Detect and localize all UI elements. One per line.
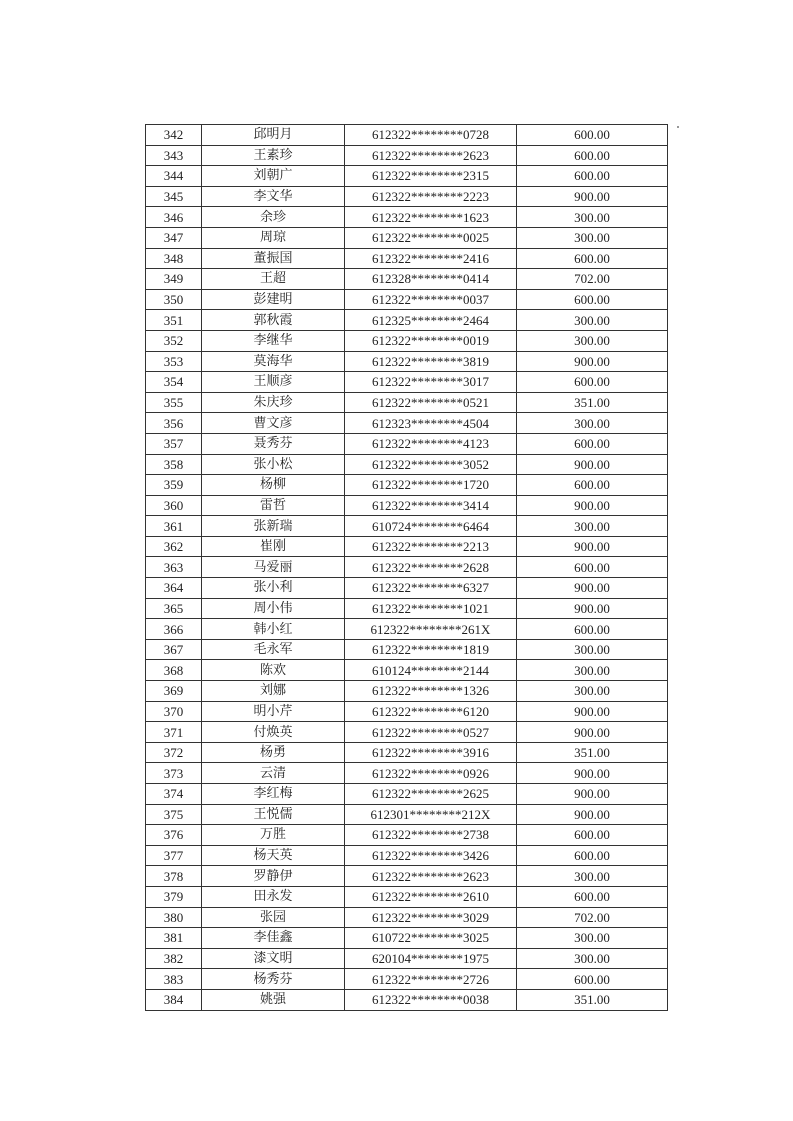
table-row: [146, 536, 668, 557]
name-cell: 曹文彦: [202, 413, 345, 434]
table-row: [146, 681, 668, 702]
id-number-cell: 612322********2623: [345, 866, 517, 887]
id-number-cell: 620104********1975: [345, 948, 517, 969]
id-number-cell: 610124********2144: [345, 660, 517, 681]
amount-cell: 300.00: [517, 866, 668, 887]
amount-cell: 300.00: [517, 681, 668, 702]
id-number-cell: 612322********2628: [345, 557, 517, 578]
amount-cell: 600.00: [517, 619, 668, 640]
row-number-cell: 369: [146, 681, 202, 702]
amount-cell: 600.00: [517, 433, 668, 454]
table-row: [146, 660, 668, 681]
id-number-cell: 612322********4123: [345, 433, 517, 454]
id-number-cell: 610722********3025: [345, 928, 517, 949]
row-number-cell: 345: [146, 186, 202, 207]
table-row: [146, 248, 668, 269]
id-number-cell: 612322********3414: [345, 495, 517, 516]
name-cell: 王素珍: [202, 145, 345, 166]
table-row: [146, 145, 668, 166]
row-number-cell: 355: [146, 392, 202, 413]
table-row: [146, 289, 668, 310]
table-row: [146, 516, 668, 537]
row-number-cell: 370: [146, 701, 202, 722]
table-row: [146, 619, 668, 640]
name-cell: 王悦儒: [202, 804, 345, 825]
row-number-cell: 348: [146, 248, 202, 269]
roster-table-body: [146, 125, 668, 1011]
name-cell: 漆文明: [202, 948, 345, 969]
amount-cell: 900.00: [517, 722, 668, 743]
name-cell: 周小伟: [202, 598, 345, 619]
table-row: [146, 125, 668, 146]
row-number-cell: 372: [146, 742, 202, 763]
id-number-cell: 612322********261X: [345, 619, 517, 640]
amount-cell: 900.00: [517, 186, 668, 207]
table-row: [146, 989, 668, 1010]
row-number-cell: 376: [146, 825, 202, 846]
id-number-cell: 612322********2315: [345, 166, 517, 187]
table-row: [146, 227, 668, 248]
name-cell: 雷哲: [202, 495, 345, 516]
name-cell: 杨天英: [202, 845, 345, 866]
id-number-cell: 612322********1623: [345, 207, 517, 228]
row-number-cell: 368: [146, 660, 202, 681]
id-number-cell: 612322********3916: [345, 742, 517, 763]
id-number-cell: 612322********1326: [345, 681, 517, 702]
name-cell: 罗静伊: [202, 866, 345, 887]
table-row: [146, 742, 668, 763]
id-number-cell: 612322********0527: [345, 722, 517, 743]
table-row: [146, 701, 668, 722]
id-number-cell: 612322********2416: [345, 248, 517, 269]
id-number-cell: 612322********0025: [345, 227, 517, 248]
table-row: [146, 207, 668, 228]
name-cell: 刘朝广: [202, 166, 345, 187]
row-number-cell: 346: [146, 207, 202, 228]
amount-cell: 300.00: [517, 928, 668, 949]
row-number-cell: 371: [146, 722, 202, 743]
id-number-cell: 612322********6327: [345, 578, 517, 599]
row-number-cell: 352: [146, 330, 202, 351]
table-row: [146, 186, 668, 207]
id-number-cell: 612322********3017: [345, 372, 517, 393]
table-row: [146, 907, 668, 928]
id-number-cell: 612322********3029: [345, 907, 517, 928]
row-number-cell: 379: [146, 886, 202, 907]
amount-cell: 702.00: [517, 907, 668, 928]
row-number-cell: 361: [146, 516, 202, 537]
amount-cell: 900.00: [517, 454, 668, 475]
name-cell: 朱庆珍: [202, 392, 345, 413]
id-number-cell: 612322********2623: [345, 145, 517, 166]
name-cell: 邱明月: [202, 125, 345, 146]
row-number-cell: 383: [146, 969, 202, 990]
name-cell: 马爱丽: [202, 557, 345, 578]
table-row: [146, 763, 668, 784]
table-row: [146, 845, 668, 866]
row-number-cell: 381: [146, 928, 202, 949]
table-row: [146, 578, 668, 599]
id-number-cell: 612322********3052: [345, 454, 517, 475]
table-row: [146, 372, 668, 393]
table-row: [146, 804, 668, 825]
table-row: [146, 433, 668, 454]
row-number-cell: 378: [146, 866, 202, 887]
id-number-cell: 612322********0926: [345, 763, 517, 784]
row-number-cell: 353: [146, 351, 202, 372]
table-row: [146, 330, 668, 351]
table-row: [146, 351, 668, 372]
name-cell: 郭秋霞: [202, 310, 345, 331]
name-cell: 李佳鑫: [202, 928, 345, 949]
table-row: [146, 598, 668, 619]
amount-cell: 900.00: [517, 701, 668, 722]
name-cell: 陈欢: [202, 660, 345, 681]
amount-cell: 600.00: [517, 825, 668, 846]
name-cell: 张新瑞: [202, 516, 345, 537]
table-row: [146, 928, 668, 949]
table-row: [146, 557, 668, 578]
amount-cell: 300.00: [517, 413, 668, 434]
id-number-cell: 612322********2625: [345, 784, 517, 805]
amount-cell: 300.00: [517, 639, 668, 660]
amount-cell: 351.00: [517, 392, 668, 413]
amount-cell: 300.00: [517, 330, 668, 351]
name-cell: 张小利: [202, 578, 345, 599]
amount-cell: 600.00: [517, 289, 668, 310]
table-row: [146, 639, 668, 660]
amount-cell: 351.00: [517, 742, 668, 763]
amount-cell: 900.00: [517, 763, 668, 784]
amount-cell: 300.00: [517, 660, 668, 681]
id-number-cell: 612322********2726: [345, 969, 517, 990]
name-cell: 韩小红: [202, 619, 345, 640]
name-cell: 王顺彦: [202, 372, 345, 393]
scan-speck: [677, 126, 679, 128]
name-cell: 付焕英: [202, 722, 345, 743]
row-number-cell: 364: [146, 578, 202, 599]
name-cell: 彭建明: [202, 289, 345, 310]
row-number-cell: 356: [146, 413, 202, 434]
amount-cell: 300.00: [517, 227, 668, 248]
id-number-cell: 612322********2223: [345, 186, 517, 207]
name-cell: 李文华: [202, 186, 345, 207]
table-row: [146, 495, 668, 516]
roster-table: [145, 124, 668, 1011]
amount-cell: 900.00: [517, 578, 668, 599]
row-number-cell: 357: [146, 433, 202, 454]
row-number-cell: 342: [146, 125, 202, 146]
amount-cell: 900.00: [517, 536, 668, 557]
row-number-cell: 365: [146, 598, 202, 619]
amount-cell: 702.00: [517, 269, 668, 290]
amount-cell: 600.00: [517, 125, 668, 146]
table-row: [146, 886, 668, 907]
name-cell: 杨勇: [202, 742, 345, 763]
name-cell: 王超: [202, 269, 345, 290]
name-cell: 李红梅: [202, 784, 345, 805]
amount-cell: 600.00: [517, 248, 668, 269]
name-cell: 杨柳: [202, 475, 345, 496]
id-number-cell: 612322********1021: [345, 598, 517, 619]
name-cell: 万胜: [202, 825, 345, 846]
id-number-cell: 612325********2464: [345, 310, 517, 331]
amount-cell: 900.00: [517, 598, 668, 619]
id-number-cell: 612322********1720: [345, 475, 517, 496]
id-number-cell: 612322********0728: [345, 125, 517, 146]
id-number-cell: 612322********6120: [345, 701, 517, 722]
id-number-cell: 612322********1819: [345, 639, 517, 660]
amount-cell: 900.00: [517, 495, 668, 516]
name-cell: 李继华: [202, 330, 345, 351]
name-cell: 周琼: [202, 227, 345, 248]
name-cell: 姚强: [202, 989, 345, 1010]
amount-cell: 600.00: [517, 145, 668, 166]
id-number-cell: 612328********0414: [345, 269, 517, 290]
row-number-cell: 375: [146, 804, 202, 825]
row-number-cell: 354: [146, 372, 202, 393]
table-row: [146, 454, 668, 475]
name-cell: 莫海华: [202, 351, 345, 372]
name-cell: 刘娜: [202, 681, 345, 702]
name-cell: 张园: [202, 907, 345, 928]
name-cell: 田永发: [202, 886, 345, 907]
row-number-cell: 347: [146, 227, 202, 248]
row-number-cell: 360: [146, 495, 202, 516]
amount-cell: 300.00: [517, 207, 668, 228]
id-number-cell: 612322********2610: [345, 886, 517, 907]
amount-cell: 351.00: [517, 989, 668, 1010]
id-number-cell: 612322********0038: [345, 989, 517, 1010]
row-number-cell: 358: [146, 454, 202, 475]
row-number-cell: 382: [146, 948, 202, 969]
id-number-cell: 612322********0037: [345, 289, 517, 310]
amount-cell: 900.00: [517, 351, 668, 372]
amount-cell: 600.00: [517, 845, 668, 866]
row-number-cell: 377: [146, 845, 202, 866]
row-number-cell: 343: [146, 145, 202, 166]
table-row: [146, 413, 668, 434]
table-row: [146, 784, 668, 805]
row-number-cell: 363: [146, 557, 202, 578]
id-number-cell: 612301********212X: [345, 804, 517, 825]
amount-cell: 600.00: [517, 166, 668, 187]
name-cell: 明小芹: [202, 701, 345, 722]
row-number-cell: 351: [146, 310, 202, 331]
name-cell: 云清: [202, 763, 345, 784]
row-number-cell: 380: [146, 907, 202, 928]
row-number-cell: 349: [146, 269, 202, 290]
table-row: [146, 722, 668, 743]
table-row: [146, 475, 668, 496]
row-number-cell: 366: [146, 619, 202, 640]
name-cell: 毛永军: [202, 639, 345, 660]
id-number-cell: 612322********3426: [345, 845, 517, 866]
name-cell: 余珍: [202, 207, 345, 228]
table-row: [146, 948, 668, 969]
id-number-cell: 612323********4504: [345, 413, 517, 434]
amount-cell: 900.00: [517, 804, 668, 825]
id-number-cell: 612322********2213: [345, 536, 517, 557]
name-cell: 张小松: [202, 454, 345, 475]
name-cell: 杨秀芬: [202, 969, 345, 990]
row-number-cell: 384: [146, 989, 202, 1010]
amount-cell: 600.00: [517, 557, 668, 578]
row-number-cell: 359: [146, 475, 202, 496]
amount-cell: 300.00: [517, 310, 668, 331]
table-row: [146, 310, 668, 331]
amount-cell: 600.00: [517, 372, 668, 393]
id-number-cell: 612322********0521: [345, 392, 517, 413]
table-row: [146, 166, 668, 187]
row-number-cell: 373: [146, 763, 202, 784]
amount-cell: 300.00: [517, 948, 668, 969]
amount-cell: 600.00: [517, 886, 668, 907]
id-number-cell: 612322********0019: [345, 330, 517, 351]
row-number-cell: 374: [146, 784, 202, 805]
amount-cell: 900.00: [517, 784, 668, 805]
id-number-cell: 612322********2738: [345, 825, 517, 846]
amount-cell: 600.00: [517, 969, 668, 990]
id-number-cell: 610724********6464: [345, 516, 517, 537]
table-row: [146, 392, 668, 413]
row-number-cell: 362: [146, 536, 202, 557]
id-number-cell: 612322********3819: [345, 351, 517, 372]
name-cell: 崔刚: [202, 536, 345, 557]
amount-cell: 600.00: [517, 475, 668, 496]
name-cell: 董振国: [202, 248, 345, 269]
row-number-cell: 350: [146, 289, 202, 310]
table-row: [146, 825, 668, 846]
amount-cell: 300.00: [517, 516, 668, 537]
row-number-cell: 367: [146, 639, 202, 660]
row-number-cell: 344: [146, 166, 202, 187]
table-row: [146, 269, 668, 290]
table-row: [146, 866, 668, 887]
name-cell: 聂秀芬: [202, 433, 345, 454]
table-row: [146, 969, 668, 990]
